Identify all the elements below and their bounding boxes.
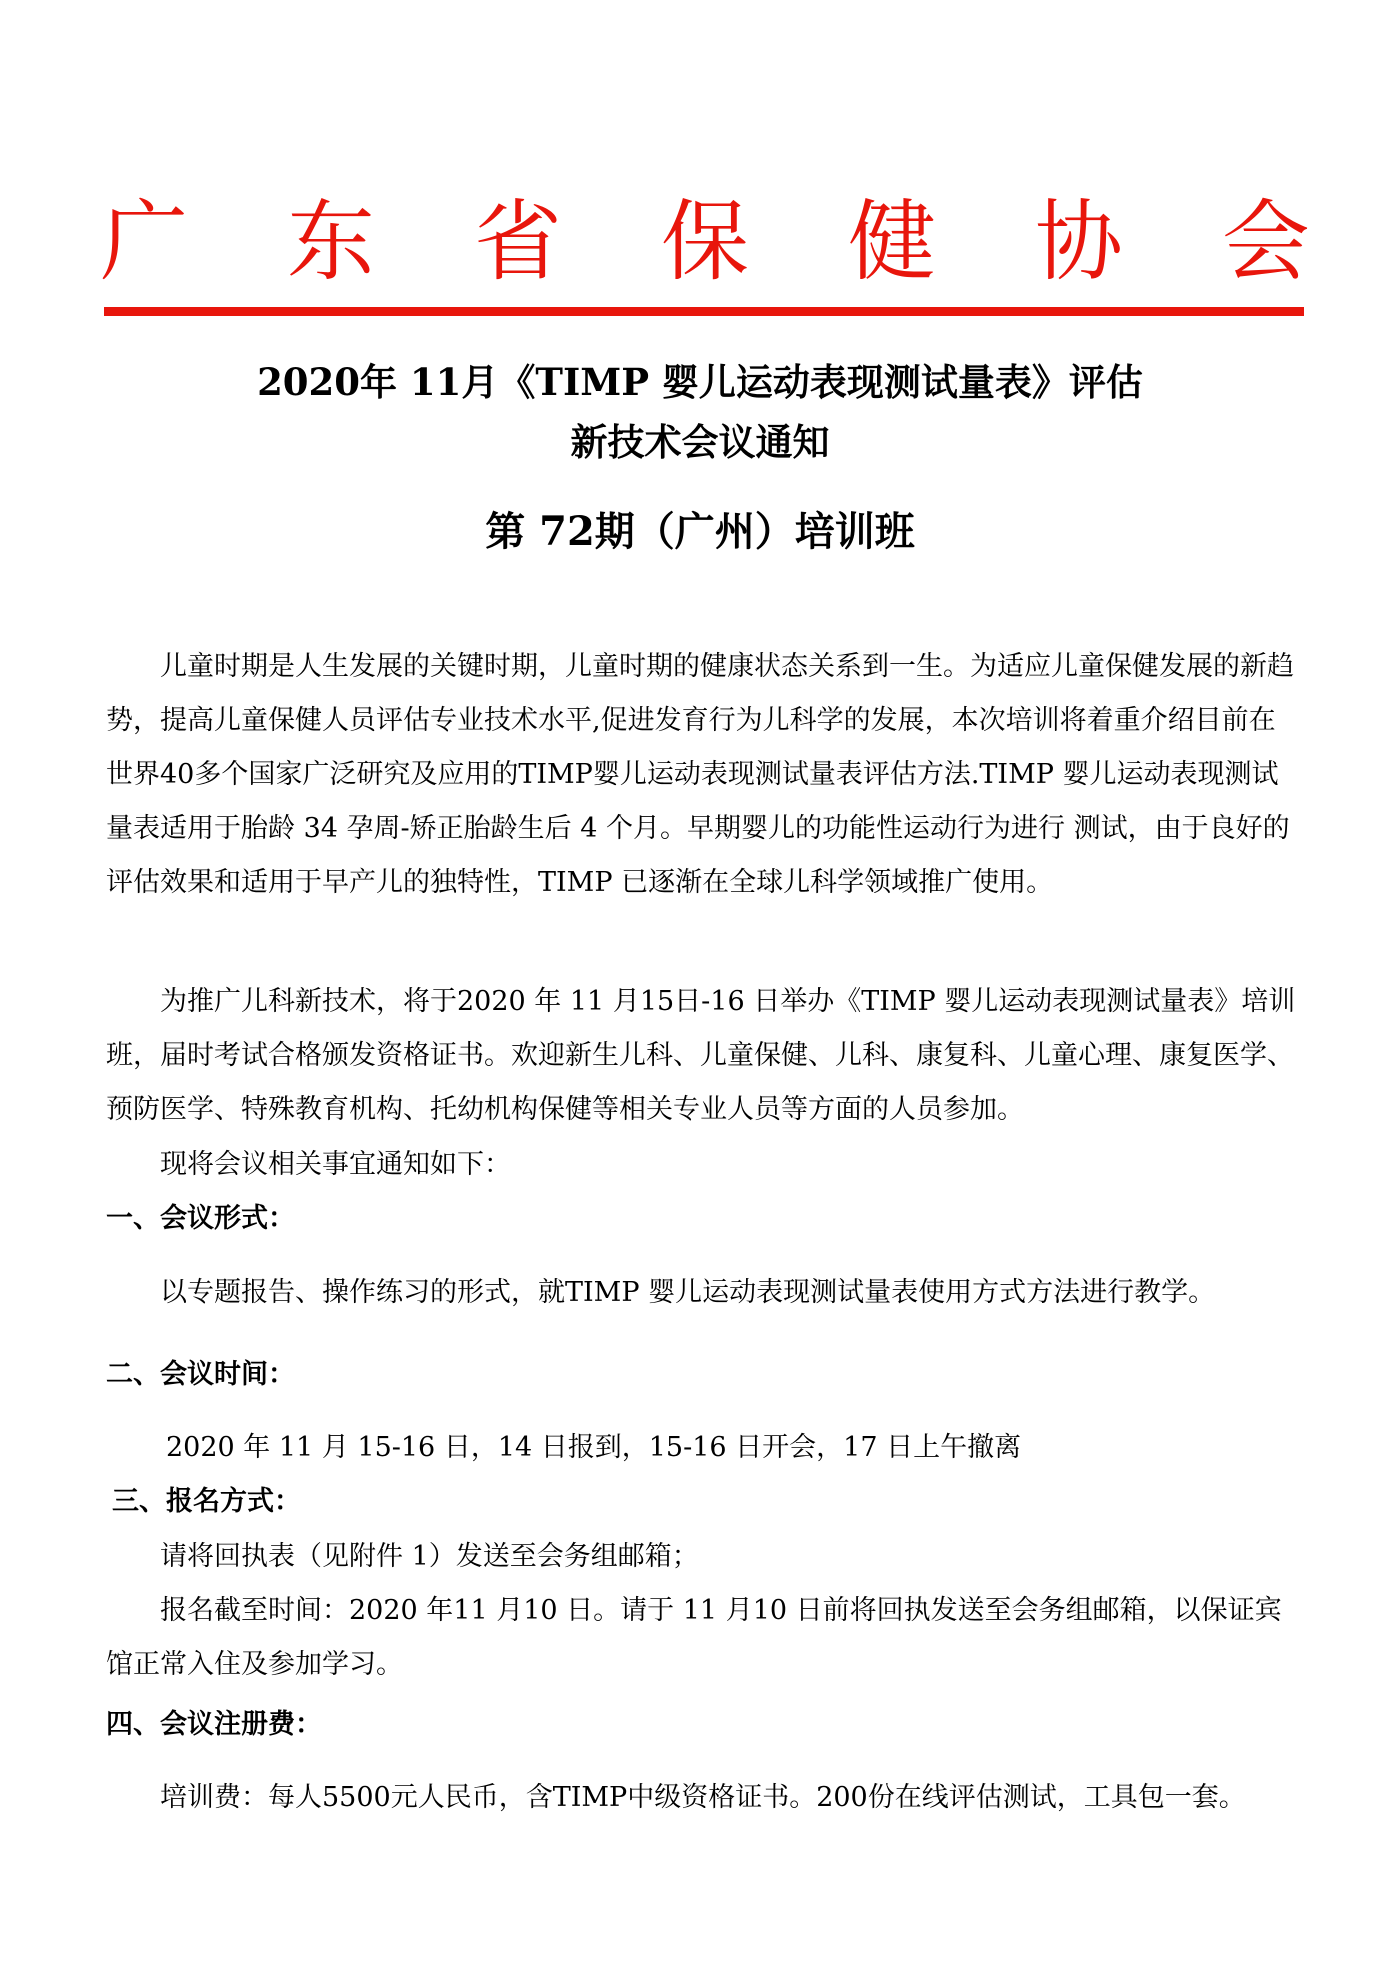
section-content-registration-2: 报名截至时间：2020 年11 月10 日。请于 11 月10 日前将回执发送至会务组邮箱，以保证宾馆正常入住及参加学习。 xyxy=(106,1595,1282,1680)
org-title-char: 会 xyxy=(1221,190,1310,293)
document-title-line1: 2020年 11月《TIMP 婴儿运动表现测试量表》评估 xyxy=(257,360,1143,404)
section-heading-format: 一、会议形式： xyxy=(106,1203,295,1234)
org-title-char: 协 xyxy=(1034,190,1123,293)
section-heading-fee: 四、会议注册费： xyxy=(106,1709,322,1740)
section-heading-time: 二、会议时间： xyxy=(106,1359,295,1390)
notice-line: 现将会议相关事宜通知如下： xyxy=(160,1149,511,1180)
org-title-char: 保 xyxy=(660,190,749,293)
section-content-fee: 培训费：每人5500元人民币，含TIMP中级资格证书。200份在线评估测试，工具包一套。 xyxy=(160,1782,1246,1813)
header-divider xyxy=(104,307,1304,316)
intro-paragraph: 儿童时期是人生发展的关键时期，儿童时期的健康状态关系到一生。为适应儿童保健发展的新趋势，提高儿童保健人员评估专业技术水平,促进发育行为儿科学的发展，本次培训将着重介绍目前在世界40多个国家广泛研究及应用的TIMP婴儿运动表现测试量表评估方法.TIMP 婴儿运动表现测试量表适用于胎龄 34 孕周-矫正胎龄生后 4 个月。早期婴儿的功能性运动行为进行 测试，由于良好的评估效果和适用于早产儿的独特性，TIMP 已逐渐在全球儿科学领域推广使用。 xyxy=(106,651,1294,898)
document-subtitle: 第 72期（广州）培训班 xyxy=(485,508,915,555)
org-title-char: 省 xyxy=(473,190,562,293)
section-content-registration-1: 请将回执表（见附件 1）发送至会务组邮箱； xyxy=(160,1541,699,1572)
org-title-char: 东 xyxy=(286,190,375,293)
document-title-line2: 新技术会议通知 xyxy=(570,420,830,464)
org-title-char: 健 xyxy=(847,190,936,293)
section-content-format: 以专题报告、操作练习的形式，就TIMP 婴儿运动表现测试量表使用方式方法进行教学。 xyxy=(160,1277,1216,1308)
promotion-paragraph: 为推广儿科新技术，将于2020 年 11 月15日-16 日举办《TIMP 婴儿运动表现测试量表》培训班，届时考试合格颁发资格证书。欢迎新生儿科、儿童保健、儿科、康复科、儿童心理、康复医学、预防医学、特殊教育机构、托幼机构保健等相关专业人员等方面的人员参加。 xyxy=(106,986,1296,1125)
section-content-time: 2020 年 11 月 15-16 日，14 日报到，15-16 日开会，17 日上午撤离 xyxy=(166,1432,1022,1463)
organization-title xyxy=(100,192,1310,292)
section-heading-registration: 三、报名方式： xyxy=(112,1486,301,1517)
org-title-char: 广 xyxy=(100,190,189,293)
